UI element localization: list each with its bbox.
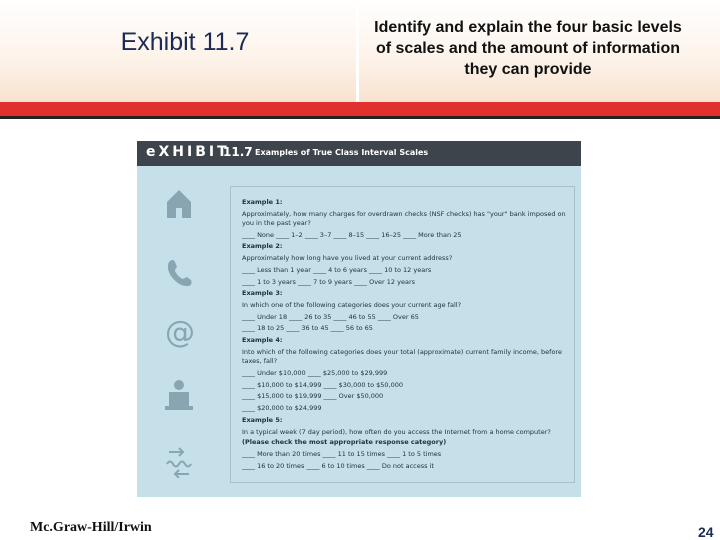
example-2-question: Approximately how long have you lived at your current address? <box>242 254 453 262</box>
example-3-options-row1: ____ Under 18 ____ 26 to 35 ____ 46 to 55 ____ Over 65 <box>242 313 419 321</box>
example-5-options-row2: ____ 16 to 20 times ____ 6 to 10 times ____ Do not access it <box>242 462 434 470</box>
phone-icon <box>163 254 195 290</box>
network-signal-icon <box>163 442 195 478</box>
example-5-heading: Example 5: <box>242 416 283 424</box>
exhibit-label: eXHIBIT <box>146 144 230 160</box>
example-5-instruction: (Please check the most appropriate response category) <box>242 438 447 446</box>
exhibit-image <box>137 141 581 497</box>
example-4-options-row4: ____ $20,000 to $24,999 <box>242 404 322 412</box>
example-2-heading: Example 2: <box>242 242 283 250</box>
example-1-question-cont: you in the past year? <box>242 219 311 227</box>
example-5-question: In a typical week (7 day period), how often do you access the Internet from a home computer? <box>242 428 551 436</box>
example-1-heading: Example 1: <box>242 198 283 206</box>
example-1-options: ____ None ____ 1–2 ____ 3–7 ____ 8–15 ____ 16–25 ____ More than 25 <box>242 231 462 239</box>
example-5-options-row1: ____ More than 20 times ____ 11 to 15 times ____ 1 to 5 times <box>242 450 442 458</box>
exhibit-number: 11.7 <box>223 145 253 159</box>
house-icon <box>163 186 195 222</box>
slide-subtitle: Identify and explain the four basic levels of scales and the amount of information they can provide <box>374 19 682 78</box>
example-4-options-row3: ____ $15,000 to $19,999 ____ Over $50,000 <box>242 392 384 400</box>
page-number: 24 <box>698 524 714 540</box>
example-4-options-row1: ____ Under $10,000 ____ $25,000 to $29,999 <box>242 369 388 377</box>
exhibit-header-title: Examples of True Class Interval Scales <box>255 148 429 157</box>
person-at-computer-icon <box>163 378 195 414</box>
example-1-question: Approximately, how many charges for overdrawn checks (NSF checks) has "your" bank imposed on <box>242 210 566 218</box>
example-3-options-row2: ____ 18 to 25 ____ 36 to 45 ____ 56 to 65 <box>242 324 373 332</box>
exhibit-header <box>137 141 581 166</box>
svg-text:@: @ <box>165 315 195 350</box>
accent-bar <box>0 102 720 116</box>
example-3-heading: Example 3: <box>242 289 283 297</box>
example-2-options-row1: ____ Less than 1 year ____ 4 to 6 years ____ 10 to 12 years <box>242 266 432 274</box>
at-sign-icon <box>163 314 195 350</box>
example-4-options-row2: ____ $10,000 to $14,999 ____ $30,000 to $50,000 <box>242 381 404 389</box>
example-4-heading: Example 4: <box>242 336 283 344</box>
example-3-question: In which one of the following categories does your current age fall? <box>242 301 462 309</box>
header-divider <box>356 0 359 104</box>
slide-title: Exhibit 11.7 <box>120 28 250 56</box>
example-4-question-cont: taxes, fall? <box>242 357 278 365</box>
header-rule <box>0 116 720 119</box>
example-2-options-row2: ____ 1 to 3 years ____ 7 to 9 years ____ Over 12 years <box>242 278 416 286</box>
example-4-question: Into which of the following categories does your total (approximate) current family income, before <box>242 348 562 356</box>
footer-publisher: Mc.Graw-Hill/Irwin <box>30 520 152 535</box>
